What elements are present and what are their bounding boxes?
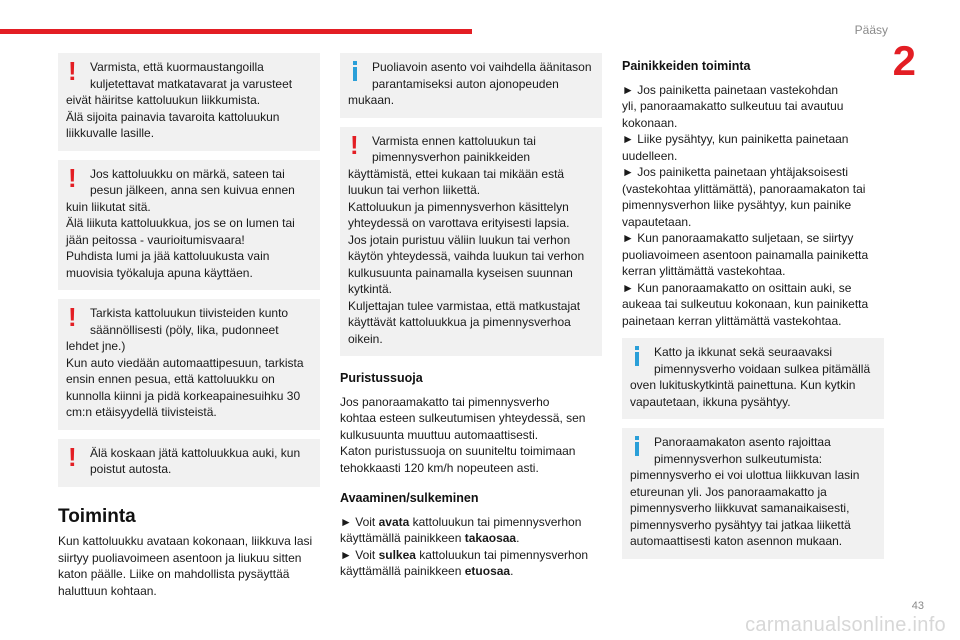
section-heading: Toiminta <box>58 505 136 527</box>
list-item: ► Jos painiketta painetaan vastekohdan yli, panoraamakatto sulkeutuu tai avautuu kokonaan. <box>622 82 844 130</box>
bullet-arrow-icon: ► <box>622 280 634 295</box>
info-text: pimennysverho ei voi ulottua liikkuvan lasin etureunan yli. Jos panoraamakatto ja pimennysverho liikkuvat samanaikaisesti, pimennysverho pysähtyy tai jatkaa liikettä automaattisesti katon asennon mukaan. <box>630 468 860 548</box>
list-item: ► Liike pysähtyy, kun painiketta painetaan uudelleen. <box>622 132 849 163</box>
bullet-arrow-icon: ► <box>340 514 352 529</box>
section-title: Pääsy <box>854 23 888 37</box>
warning-icon: ! <box>350 129 359 160</box>
warning-text: käyttämistä, ettei kukaan tai mikään estä luukun tai verhon liikettä. Kattoluukun ja pimennysverhon käsittelyn yhteydessä on varottava erityisesti lapsia. Jos jotain puristuu väliin luukun tai verhon käytön yhteydessä, vaihda luukun tai verhon kulkusuunta painamalla kyseisen suunnan kytkintä. Kuljettajan tulee varmistaa, että matkustajat käyttävät kattoluukkua ja pimennysverhoa oikein. <box>348 166 585 346</box>
warning-box <box>58 53 320 151</box>
warning-text: kuin liikutat sitä. Älä liikuta kattoluukkua, jos se on lumen tai jään peitossa - vaurioitumisvaara! Puhdista lumi ja jää kattoluukusta vain muovisia työkaluja apuna käyttäen. <box>66 199 295 280</box>
subheading-pinch-protection: Puristussuoja <box>340 371 423 385</box>
page-number: 43 <box>911 600 924 612</box>
info-text-lead: Katto ja ikkunat sekä seuraavaksi pimennysverho voidaan sulkea pitämällä <box>654 345 871 376</box>
warning-text-lead: Varmista ennen kattoluukun tai pimennysverhon painikkeiden <box>372 133 536 164</box>
warning-icon: ! <box>68 56 77 86</box>
list-item: ► Kun panoraamakatto on osittain auki, se aukeaa tai sulkeutuu kokonaan, kun painiketta painetaan kerran ylittämättä vastekohtaa. <box>622 280 869 328</box>
column-right <box>622 53 884 568</box>
chapter-color-bar <box>0 29 472 34</box>
info-box <box>622 338 884 419</box>
info-text-lead: Panoraamakaton asento rajoittaa pimennysverhon sulkeutumista: <box>654 435 831 466</box>
warning-text-lead: Älä koskaan jätä kattoluukkua auki, kun poistut autosta. <box>90 445 301 476</box>
info-text: mukaan. <box>348 93 395 107</box>
pinch-protection-text: Jos panoraamakatto tai pimennysverho kohtaa esteen sulkeutumisen yhteydessä, sen kulkusuunta muuttuu automaattisesti. Katon puristussuoja on suuniteltu toimimaan tehokkaasti 120 km/h nopeuteen asti. <box>340 394 586 475</box>
warning-icon: ! <box>68 441 77 472</box>
warning-box <box>340 127 602 357</box>
warning-text: eivät häiritse kattoluukun liikkumista. Älä sijoita painavia tavaroita kattoluukun liikkuvalle lasille. <box>66 93 280 140</box>
bullet-arrow-icon: ► <box>622 231 634 245</box>
bullet-arrow-icon: ► <box>622 132 634 146</box>
open-item: ► Voit avata kattoluukun tai pimennysverhon käyttämällä painikkeen takaosaa. <box>340 514 582 545</box>
body-text: Kun kattoluukku avataan kokonaan, liikkuva lasi siirtyy puoliavoimeen asentoon ja liukuu sitten katon päälle. Liike on mahdollista pysäyttää haluttuun kohtaan. <box>58 534 313 598</box>
warning-box <box>58 160 320 291</box>
info-icon <box>350 59 360 83</box>
warning-text-lead: Jos kattoluukku on märkä, sateen tai pesun jälkeen, anna sen kuivua ennen <box>90 166 295 197</box>
bullet-arrow-icon: ► <box>340 547 352 562</box>
bullet-arrow-icon: ► <box>622 165 634 179</box>
warning-icon: ! <box>68 162 77 193</box>
watermark: carmanualsonline.info <box>745 614 946 636</box>
info-text: oven lukituskytkintä painettuna. Kun kytkin vapautetaan, ikkuna pysähtyy. <box>630 378 856 409</box>
info-icon <box>632 434 642 458</box>
list-item: ► Jos painiketta painetaan yhtäjaksoisesti (vastekohtaa ylittämättä), panoraamakaton tai pimennysverhon liike pysähtyy, kun painike vapautetaan. <box>622 165 866 229</box>
warning-icon: ! <box>68 302 77 332</box>
warning-text-lead: Varmista, että kuormaustangoilla kuljetettavat matkatavarat ja varusteet <box>90 60 293 91</box>
info-text-lead: Puoliavoin asento voi vaihdella äänitason parantamiseksi auton ajonopeuden <box>372 60 592 91</box>
bullet-arrow-icon: ► <box>622 82 634 97</box>
column-left <box>58 53 320 599</box>
subheading-button-operation: Painikkeiden toiminta <box>622 59 751 73</box>
info-icon <box>632 344 642 368</box>
info-box <box>622 428 884 559</box>
close-item: ► Voit sulkea kattoluukun tai pimennysverhon käyttämällä painikkeen etuosaa. <box>340 547 589 578</box>
chapter-number: 2 <box>892 37 916 84</box>
subheading-open-close: Avaaminen/sulkeminen <box>340 491 479 505</box>
list-item: ► Kun panoraamakatto suljetaan, se siirtyy puoliavoimeen asentoon painamalla painiketta kerran ylittämättä vastekohtaa. <box>622 231 869 278</box>
warning-box <box>58 439 320 487</box>
warning-text-lead: Tarkista kattoluukun tiivisteiden kunto säännöllisesti (pöly, lika, pudonneet <box>90 306 289 337</box>
warning-text: lehdet jne.) Kun auto viedään automaattipesuun, tarkista ensin ennen pesua, että kattoluukku on kunnolla kiinni ja pidä korkeapainesuihku 30 cm:n etäisyydellä tiivisteistä. <box>66 339 304 419</box>
column-middle <box>340 53 602 580</box>
warning-box <box>58 299 320 430</box>
info-box <box>340 53 602 118</box>
